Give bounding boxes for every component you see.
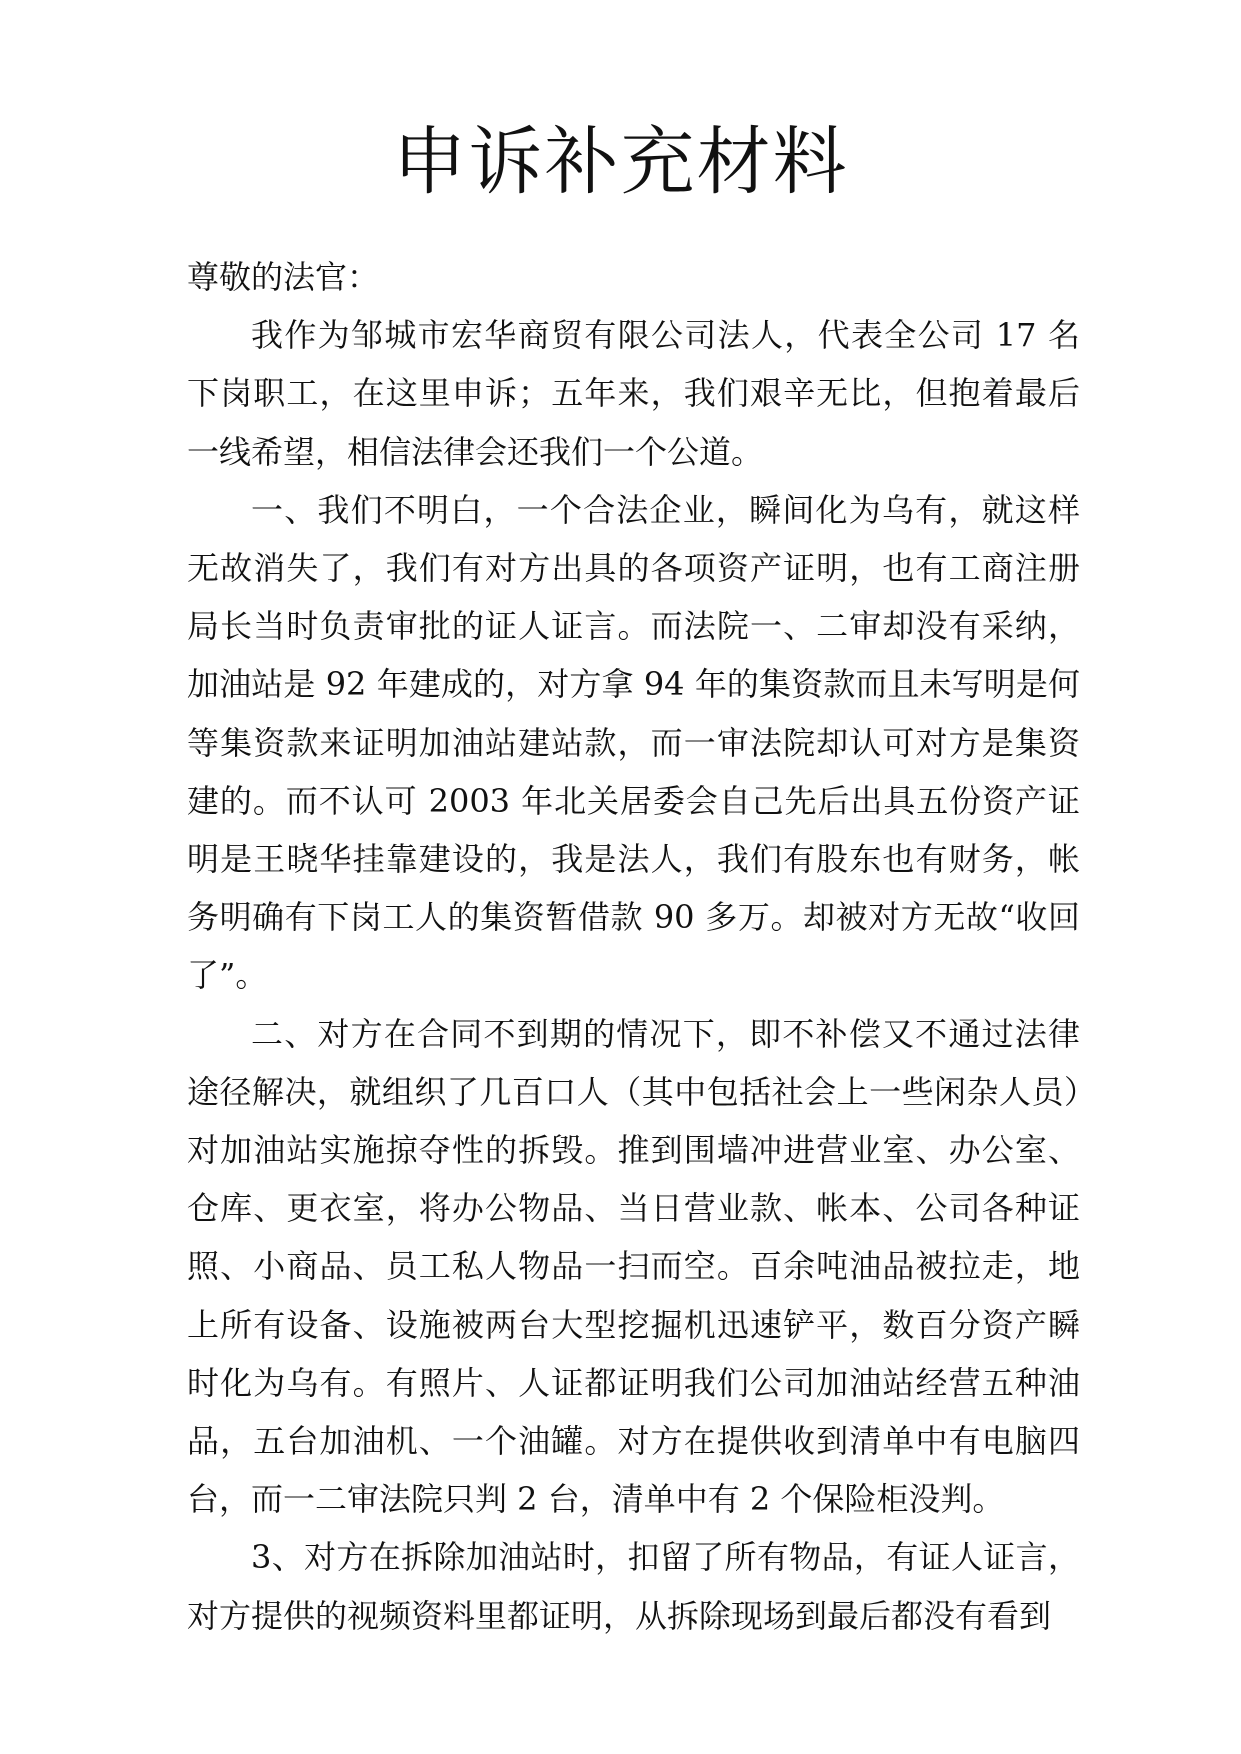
paragraph-point-2: 二、对方在合同不到期的情况下，即不补偿又不通过法律途径解决，就组织了几百口人（其中包括社会上一些闲杂人员）对加油站实施掠夺性的拆毁。推到围墙冲进营业室、办公室、仓库、更衣室，将办公物品、当日营业款、帐本、公司各种证照、小商品、员工私人物品一扫而空。百余吨油品被拉走，地上所有设备、设施被两台大型挖掘机迅速铲平，数百分资产瞬时化为乌有。有照片、人证都证明我们公司加油站经营五种油品，五台加油机、一个油罐。对方在提供收到清单中有电脑四台，而一二审法院只判 2 台，清单中有 2 个保险柜没判。 bbox=[187, 1014, 1080, 1519]
paragraph-point-3: 3、对方在拆除加油站时，扣留了所有物品，有证人证言，对方提供的视频资料里都证明，从拆除现场到最后都没有看到 bbox=[187, 1538, 1080, 1635]
document-title: 申诉补充材料 bbox=[392, 119, 849, 205]
paragraph-point-1: 一、我们不明白，一个合法企业，瞬间化为乌有，就这样无故消失了，我们有对方出具的各项资产证明，也有工商注册局长当时负责审批的证人证言。而法院一、二审却没有采纳，加油站是 92 年建成的，对方拿 94 年的集资款而且未写明是何等集资款来证明加油站建站款，而一审法院却认可对方是集资建的。而不认可 2003 年北关居委会自己先后出具五份资产证明是王晓华挂靠建设的，我是法人，我们有股东也有财务，帐务明确有下岗工人的集资暂借款 90 多万。却被对方无故“收回了”。 bbox=[187, 490, 1080, 995]
paragraph-intro: 我作为邹城市宏华商贸有限公司法人，代表全公司 17 名下岗职工，在这里申诉；五年来，我们艰辛无比，但抱着最后一线希望，相信法律会还我们一个公道。 bbox=[187, 316, 1080, 471]
document-body bbox=[187, 248, 1080, 1645]
salutation: 尊敬的法官： bbox=[187, 258, 380, 296]
